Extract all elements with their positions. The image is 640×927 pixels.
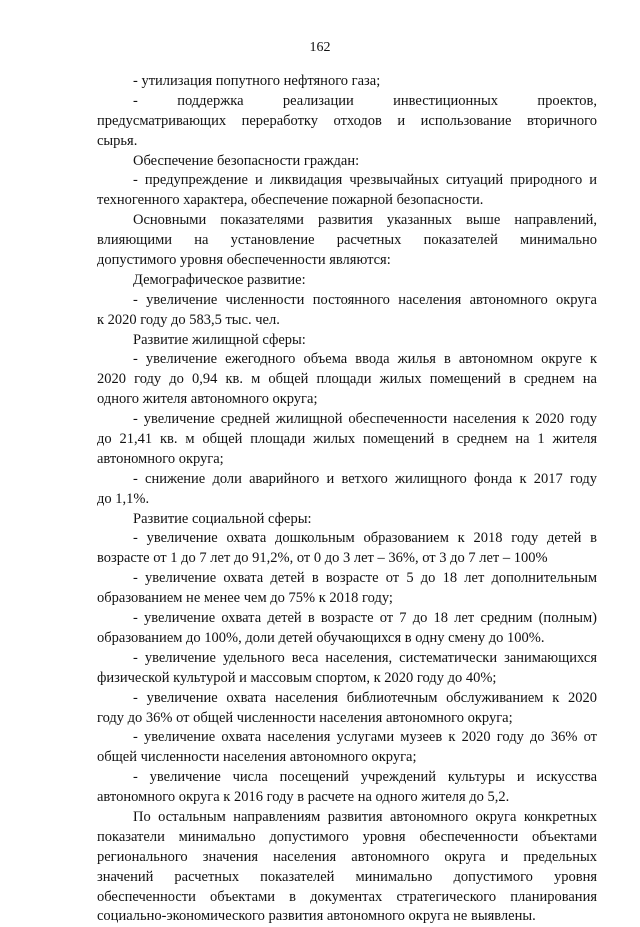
text-line: году до 36% от общей численности населения автономного округа; [97, 709, 513, 726]
text-line: - увеличение численности постоянного населения автономного округа [133, 291, 597, 308]
text-line: - увеличение удельного веса населения, систематически занимающихся [133, 649, 597, 666]
text-line: автономного округа; [97, 450, 224, 467]
text-line: - увеличение средней жилищной обеспеченности населения к 2020 году [133, 411, 597, 428]
text-line: до 21,41 кв. м общей площади жилых помещений в среднем на 1 жителя [97, 431, 597, 448]
text-line: Основными показателями развития указанных выше направлений, [133, 212, 597, 229]
text-line: сырья. [97, 132, 138, 149]
text-line: физической культурой и массовым спортом, к 2020 году до 40%; [97, 669, 497, 686]
text-line: общей численности населения автономного округа; [97, 749, 417, 766]
text-line: допустимого уровня обеспеченности являются: [97, 252, 391, 269]
text-line: значений расчетных показателей минимально допустимого уровня [97, 868, 597, 885]
text-line: - предупреждение и ликвидация чрезвычайных ситуаций природного и [133, 172, 597, 189]
text-line: образованием не менее чем до 75% к 2018 году; [97, 590, 393, 607]
text-line: - снижение доли аварийного и ветхого жилищного фонда к 2017 году [133, 470, 597, 487]
text-line: обеспеченности объектами в документах стратегического планирования [97, 888, 597, 905]
text-line: Развитие жилищной сферы: [133, 331, 306, 348]
text-line: возрасте от 1 до 7 лет до 91,2%, от 0 до 3 лет – 36%, от 3 до 7 лет – 100% [97, 550, 548, 567]
text-line: техногенного характера, обеспечение пожарной безопасности. [97, 192, 484, 209]
text-line: показатели минимально допустимого уровня обеспеченности объектами [97, 828, 597, 845]
text-line: влияющими на установление расчетных показателей минимально [97, 232, 597, 249]
text-line: автономного округа к 2016 году в расчете на одного жителя до 5,2. [97, 789, 510, 806]
text-line: - увеличение охвата детей в возрасте от 5 до 18 лет дополнительным [133, 570, 597, 587]
page-number: 162 [309, 40, 331, 55]
text-line: - увеличение ежегодного объема ввода жилья в автономном округе к [133, 351, 597, 368]
text-line: - утилизация попутного нефтяного газа; [133, 73, 381, 89]
text-line: - поддержка реализации инвестиционных проектов, [133, 92, 597, 109]
document-body [97, 72, 597, 927]
text-line: - увеличение охвата дошкольным образованием к 2018 году детей в [133, 530, 597, 547]
text-line: к 2020 году до 583,5 тыс. чел. [97, 311, 280, 328]
text-line: социально-экономического развития автономного округа не выявлены. [97, 908, 536, 925]
text-line: Демографическое развитие: [133, 271, 306, 288]
text-line: - увеличение охвата населения библиотечным обслуживанием к 2020 [133, 689, 597, 706]
text-line: - увеличение числа посещений учреждений культуры и искусства [133, 769, 597, 786]
text-line: Развитие социальной сферы: [133, 510, 312, 527]
text-line: регионального значения населения автономного округа и предельных [97, 848, 597, 865]
text-line: образованием до 100%, доли детей обучающихся в одну смену до 100%. [97, 629, 545, 646]
text-line: предусматривающих переработку отходов и использование вторичного [97, 112, 597, 129]
text-line: - увеличение охвата детей в возрасте от 7 до 18 лет средним (полным) [133, 610, 597, 627]
text-line: По остальным направлениям развития автономного округа конкретных [133, 808, 597, 825]
text-line: до 1,1%. [97, 490, 150, 507]
text-line: одного жителя автономного округа; [97, 391, 318, 408]
text-line: 2020 году до 0,94 кв. м общей площади жилых помещений в среднем на [97, 371, 597, 388]
text-line: - увеличение охвата населения услугами музеев к 2020 году до 36% от [133, 729, 597, 746]
text-line: Обеспечение безопасности граждан: [133, 152, 360, 169]
